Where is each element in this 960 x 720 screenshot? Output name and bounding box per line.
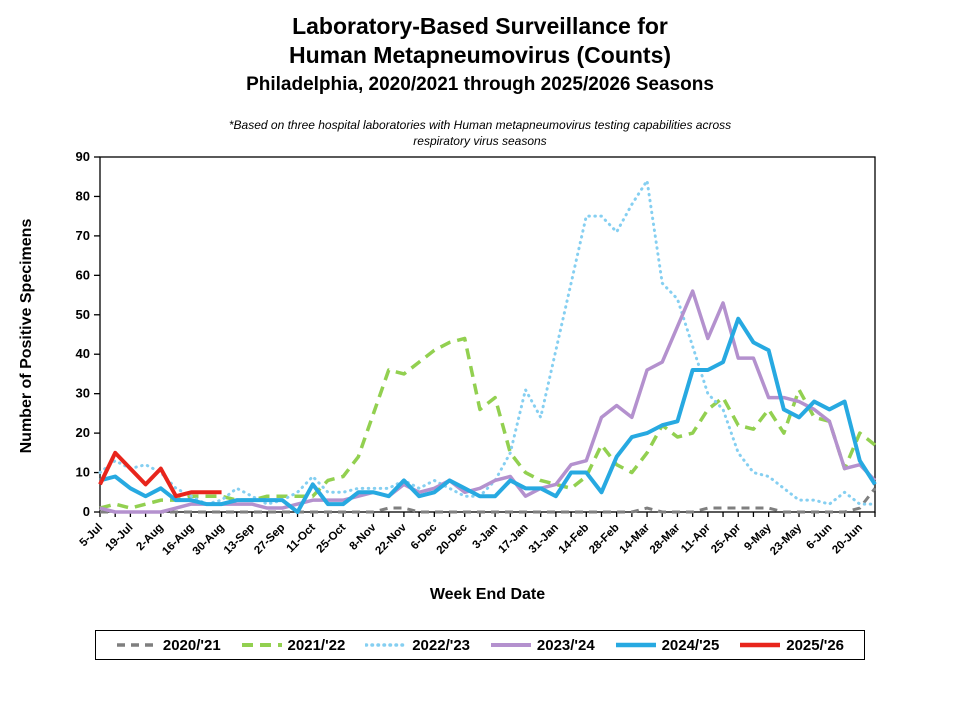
- x-tick-label: 6-Dec: [408, 521, 440, 553]
- x-tick-label: 11-Apr: [679, 521, 713, 556]
- y-tick-label: 90: [75, 149, 90, 164]
- x-tick-label: 6-Jun: [804, 521, 835, 552]
- legend-label: 2024/'25: [661, 636, 720, 654]
- y-tick-label: 10: [75, 464, 90, 480]
- x-tick-label: 28-Mar: [647, 521, 683, 557]
- y-tick-label: 50: [75, 306, 90, 322]
- y-tick-label: 20: [75, 425, 90, 441]
- x-tick-label: 27-Sep: [252, 521, 288, 557]
- x-tick-label: 22-Nov: [373, 521, 410, 558]
- legend-label: 2022/'23: [412, 636, 471, 654]
- legend-item-2020--21: [116, 637, 221, 654]
- x-tick-label: 3-Jan: [470, 521, 501, 552]
- legend-item-2023--24: [490, 637, 595, 654]
- x-tick-label: 28-Feb: [587, 521, 622, 557]
- legend-line-sample: [116, 640, 158, 650]
- y-tick-label: 60: [75, 267, 90, 283]
- legend-line-sample: [739, 640, 781, 650]
- x-tick-label: 17-Jan: [496, 521, 531, 556]
- legend-label: 2021/'22: [287, 636, 346, 654]
- legend-item-2022--23: [365, 637, 470, 654]
- y-tick-label: 40: [75, 346, 90, 362]
- legend-line-sample: [615, 640, 657, 650]
- x-tick-label: 11-Oct: [284, 521, 318, 555]
- x-tick-label: 25-Apr: [709, 521, 744, 556]
- legend-item-2025--26: [739, 637, 844, 654]
- x-tick-label: 25-Oct: [314, 521, 349, 556]
- series-line-2022--23: [100, 181, 875, 504]
- legend-label: 2023/'24: [536, 636, 595, 654]
- y-tick-label: 0: [82, 504, 90, 519]
- x-tick-label: 19-Jul: [103, 521, 136, 554]
- x-tick-label: 14-Feb: [556, 521, 592, 557]
- legend-item-2021--22: [241, 637, 346, 654]
- legend-line-sample: [241, 640, 283, 650]
- legend: [95, 630, 865, 660]
- x-tick-label: 31-Jan: [526, 521, 562, 556]
- title-line-1: Laboratory-Based Surveillance for: [292, 13, 668, 39]
- x-tick-label: 8-Nov: [347, 521, 379, 553]
- x-tick-label: 14-Mar: [617, 521, 653, 557]
- subtitle-line-2: respiratory virus seasons: [413, 134, 547, 149]
- x-tick-label: 2-Aug: [134, 521, 166, 554]
- x-axis-title: Week End Date: [429, 586, 546, 603]
- y-tick-label: 30: [75, 385, 90, 401]
- title-line-2: Human Metapneumovirus (Counts): [288, 42, 672, 69]
- legend-item-2024--25: [615, 637, 720, 654]
- x-tick-label: 13-Sep: [221, 521, 258, 557]
- x-tick-label: 20-Jun: [830, 521, 865, 557]
- x-tick-label: 16-Aug: [160, 521, 197, 558]
- x-tick-label: 20-Dec: [434, 521, 470, 557]
- subtitle-line-1: *Based on three hospital laboratories with Human metapneumovirus testing capabilities across: [228, 118, 732, 132]
- y-tick-label: 70: [75, 227, 90, 243]
- title-line-3: Philadelphia, 2020/2021 through 2025/2026 Seasons: [246, 73, 714, 95]
- y-tick-label: 80: [75, 188, 90, 204]
- legend-line-sample: [490, 640, 532, 650]
- legend-label: 2025/'26: [786, 636, 845, 654]
- legend-label: 2020/'21: [162, 636, 221, 654]
- x-tick-label: 9-May: [742, 521, 774, 554]
- legend-line-sample: [365, 640, 407, 650]
- x-tick-label: 30-Aug: [190, 521, 227, 558]
- x-tick-label: 5-Jul: [77, 521, 106, 550]
- plot-border: [100, 157, 875, 512]
- x-tick-label: 23-May: [768, 521, 805, 558]
- y-axis-title: Number of Positive Specimens: [18, 218, 35, 454]
